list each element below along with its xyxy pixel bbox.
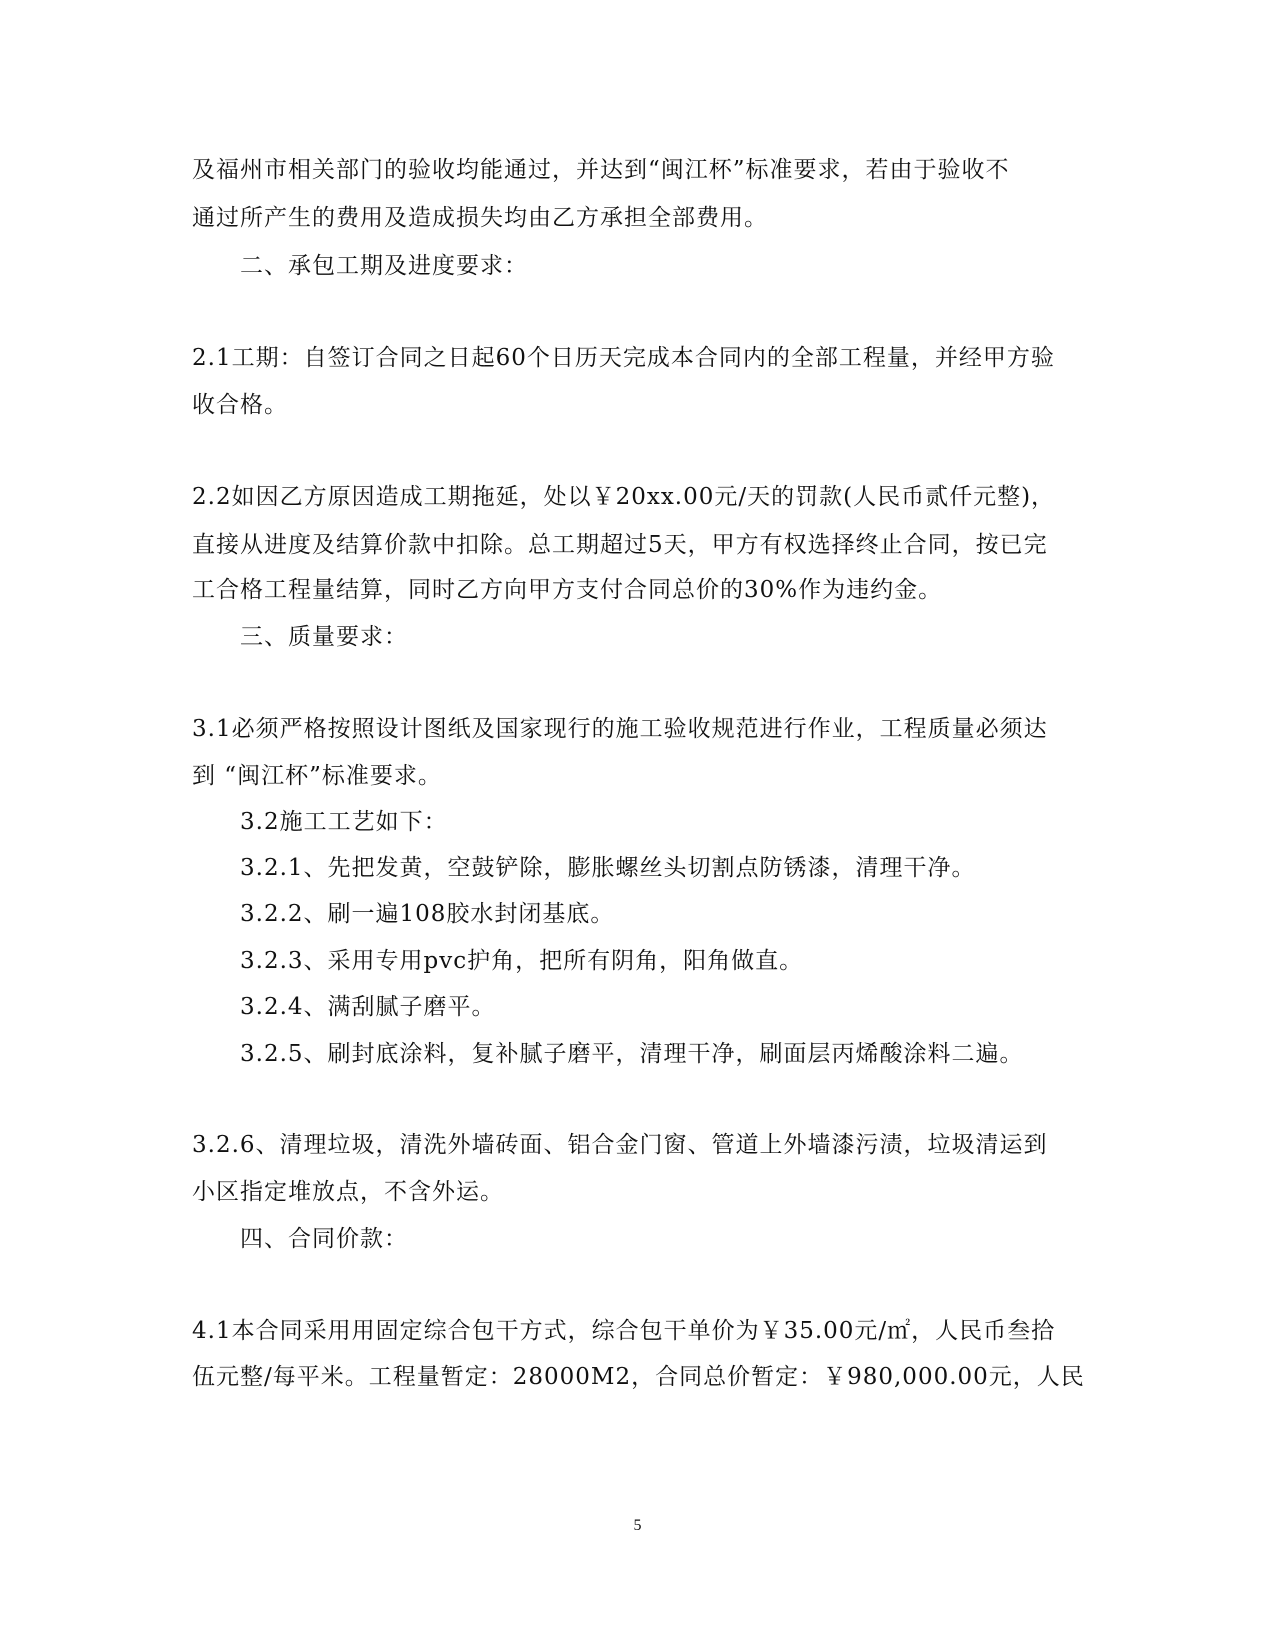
clause-4-1-line: 伍元整/每平米。工程量暂定：28000M2，合同总价暂定：￥980,000.00元，人民 <box>192 1364 1085 1390</box>
clause-2-1-line: 收合格。 <box>192 392 288 418</box>
paragraph-line: 通过所产生的费用及造成损失均由乙方承担全部费用。 <box>192 205 768 231</box>
clause-3-1-line: 3.1必须严格按照设计图纸及国家现行的施工验收规范进行作业，工程质量必须达 <box>192 716 1048 742</box>
page-number: 5 <box>633 1517 642 1534</box>
clause-2-2-line: 工合格工程量结算，同时乙方向甲方支付合同总价的30%作为违约金。 <box>192 577 943 603</box>
paragraph-line: 及福州市相关部门的验收均能通过，并达到“闽江杯”标准要求，若由于验收不 <box>192 157 1010 183</box>
clause-3-1-line: 到 “闽江杯”标准要求。 <box>192 763 442 789</box>
clause-3-2-2: 3.2.2、刷一遍108胶水封闭基底。 <box>240 901 615 927</box>
clause-3-2-3: 3.2.3、采用专用pvc护角，把所有阴角，阳角做直。 <box>240 948 804 974</box>
clause-3-2-6-line: 小区指定堆放点，不含外运。 <box>192 1179 504 1205</box>
clause-2-1-line: 2.1工期：自签订合同之日起60个日历天完成本合同内的全部工程量，并经甲方验 <box>192 345 1055 371</box>
clause-3-2-4: 3.2.4、满刮腻子磨平。 <box>240 994 496 1020</box>
clause-3-2-5: 3.2.5、刷封底涂料，复补腻子磨平，清理干净，刷面层丙烯酸涂料二遍。 <box>240 1041 1024 1067</box>
clause-2-2-line: 直接从进度及结算价款中扣除。总工期超过5天，甲方有权选择终止合同，按已完 <box>192 532 1048 558</box>
section-heading-2: 二、承包工期及进度要求： <box>240 253 528 279</box>
clause-2-2-line: 2.2如因乙方原因造成工期拖延，处以￥20xx.00元/天的罚款(人民币贰仟元整)， <box>192 484 1056 510</box>
section-heading-4: 四、合同价款： <box>240 1226 408 1252</box>
clause-3-2: 3.2施工工艺如下： <box>240 809 448 835</box>
clause-4-1-line: 4.1本合同采用用固定综合包干方式，综合包干单价为￥35.00元/㎡，人民币叁拾 <box>192 1318 1056 1344</box>
section-heading-3: 三、质量要求： <box>240 624 408 650</box>
clause-3-2-6-line: 3.2.6、清理垃圾，清洗外墙砖面、铝合金门窗、管道上外墙漆污渍，垃圾清运到 <box>192 1132 1048 1158</box>
clause-3-2-1: 3.2.1、先把发黄，空鼓铲除，膨胀螺丝头切割点防锈漆，清理干净。 <box>240 855 976 881</box>
